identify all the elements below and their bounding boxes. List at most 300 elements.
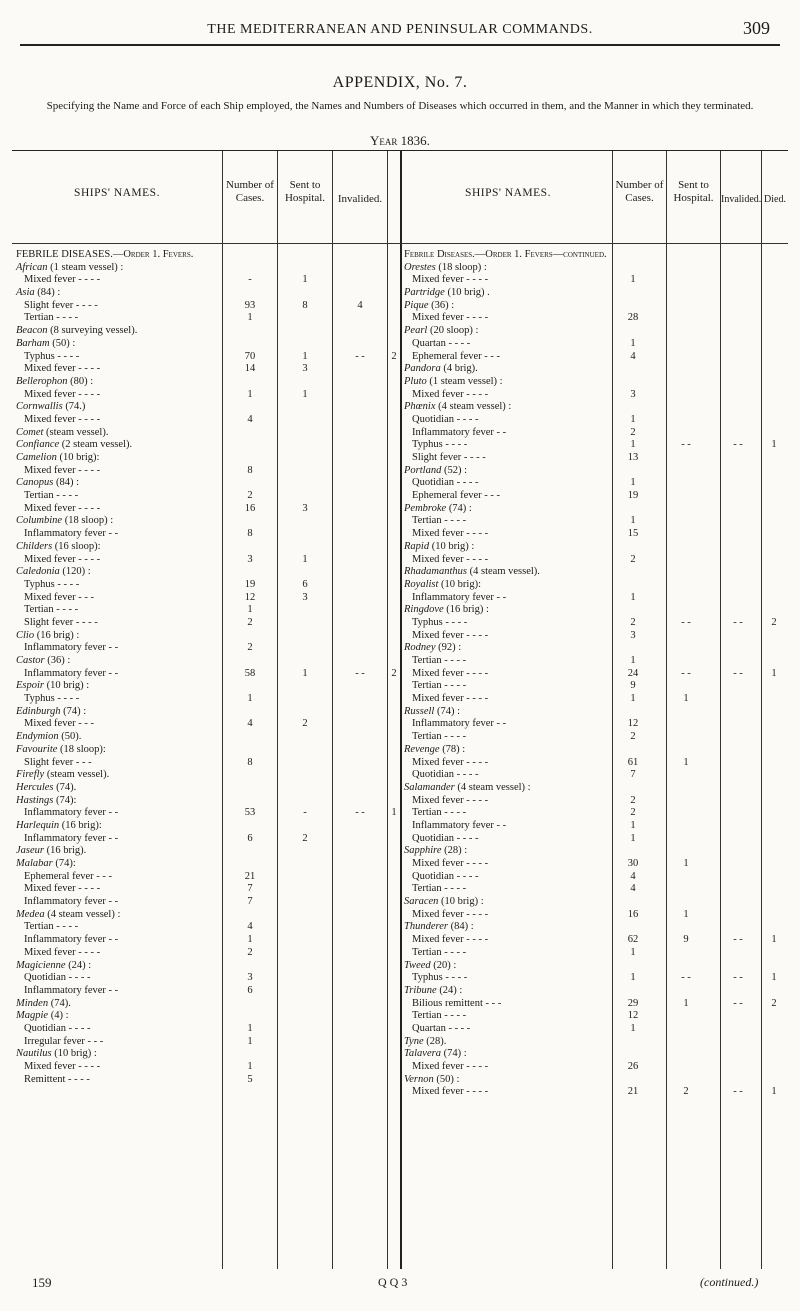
disease-name: Mixed fever - - - - [412, 1061, 489, 1072]
ship-force: (18 sloop) : [435, 261, 487, 273]
cases-value: 1 [630, 972, 636, 984]
ship-force: (4 steam vessel) : [44, 908, 121, 920]
disease-name: Inflammatory fever - - [24, 984, 119, 996]
ship-name [404, 465, 467, 478]
disease-name: Quotidian - - - - [412, 413, 479, 425]
cases-value: 4 [630, 883, 636, 895]
disease-name: Typhus - - - - [412, 439, 468, 451]
disease-name: Ephemeral fever - - - [412, 490, 501, 502]
ship-force: (36) : [44, 655, 71, 666]
appendix-title: APPENDIX, No. 7. [332, 74, 468, 91]
cases-value: 2 [630, 426, 636, 438]
ship-row [16, 452, 400, 465]
ship-row [404, 604, 788, 617]
ship-force: (20) : [430, 959, 457, 971]
cases-value: 1 [630, 337, 636, 349]
ship-name-text: Hercules [16, 781, 54, 793]
disease-name: Quartan - - - - [412, 1022, 471, 1034]
ship-name-text: Barham [16, 337, 50, 349]
disease-name: Ephemeral fever - - - [412, 350, 501, 362]
ship-row [16, 655, 400, 668]
cases-value: 12 [244, 591, 256, 603]
right-entries [404, 249, 788, 1099]
ship-name [16, 1048, 97, 1061]
ship-name-text: Talavera [404, 1048, 441, 1060]
disease-name: Inflammatory fever - - [24, 934, 119, 946]
ship-row [16, 376, 400, 389]
ship-force: (4 steam vessel). [467, 566, 540, 578]
disease-row [16, 528, 400, 541]
ship-name [404, 363, 478, 376]
cases-value: 24 [627, 667, 639, 679]
ship-name [404, 376, 503, 389]
page-number: 309 [743, 18, 770, 38]
died-value: 1 [771, 439, 777, 451]
ship-force: (74) : [60, 705, 87, 717]
ship-name-text: Pandora [404, 363, 441, 375]
ship-name [16, 515, 113, 528]
cases-value: 29 [627, 997, 639, 1009]
disease-row [404, 909, 788, 922]
died-value: 2 [771, 616, 777, 628]
running-head: THE MEDITERRANEAN AND PENINSULAR COMMANDS. [207, 22, 593, 37]
disease-row [404, 769, 788, 782]
ship-force: (18 sloop): [57, 743, 106, 755]
cases-value: 12 [627, 718, 639, 730]
disease-row [16, 807, 400, 820]
disease-row [16, 947, 400, 960]
cases-value: 13 [627, 452, 639, 463]
disease-row [404, 528, 788, 541]
ship-name-text: Endymion [16, 731, 59, 743]
disease-name: Quotidian - - - - [24, 972, 91, 984]
disease-name: Quotidian - - - - [412, 832, 479, 844]
disease-row [404, 452, 788, 465]
ship-row [16, 1048, 400, 1061]
cases-value: 3 [630, 388, 636, 400]
header-number-of-cases-right: Number of Cases. [615, 179, 664, 204]
ship-row [16, 325, 400, 338]
ship-name-text: Tyne [404, 1035, 424, 1047]
cases-value: 2 [630, 807, 636, 819]
disease-row [16, 921, 400, 934]
ship-row [16, 960, 400, 973]
ship-name-text: Portland [404, 464, 442, 476]
cases-value: 1 [247, 604, 253, 616]
cases-value: 6 [247, 832, 253, 844]
died-value: 1 [771, 972, 777, 984]
ship-name-text: Beacon [16, 325, 48, 337]
sent-value: 1 [683, 693, 689, 705]
ship-force: (16 brig) : [443, 604, 489, 616]
disease-name: Inflammatory fever - - [412, 591, 507, 603]
ship-force: (78) : [439, 743, 466, 755]
ship-name-text: Nautilus [16, 1048, 52, 1060]
sent-value: 3 [302, 363, 308, 375]
ship-name-text: Bellerophon [16, 375, 68, 387]
ship-row [404, 325, 788, 338]
ship-name [16, 287, 60, 300]
ship-name-text: Caledonia [16, 566, 60, 578]
ship-row [404, 782, 788, 795]
disease-name: Tertian - - - - [24, 604, 79, 616]
ship-name [16, 769, 109, 782]
ship-row [16, 427, 400, 440]
sent-value: 1 [683, 908, 689, 920]
died-value: 2 [391, 667, 397, 679]
appendix-description: Specifying the Name and Force of each Ship employed, the Names and Numbers of Diseases which occurred in them, and the Manner in which they terminated. [46, 100, 754, 112]
disease-row [404, 427, 788, 440]
ship-name [16, 782, 76, 795]
ship-force: (84) : [447, 921, 474, 933]
ship-name [404, 325, 478, 338]
ship-row [16, 1010, 400, 1023]
disease-row [404, 592, 788, 605]
ship-name [16, 998, 71, 1011]
ship-name [16, 655, 70, 668]
disease-row [16, 351, 400, 364]
ship-row [404, 503, 788, 516]
disease-row [16, 972, 400, 985]
ship-name [16, 680, 89, 693]
cases-value: 93 [244, 299, 256, 311]
cases-value: 30 [627, 858, 639, 869]
ship-name [16, 731, 81, 744]
ship-row [404, 744, 788, 757]
ship-name [16, 566, 91, 579]
cases-value: 1 [247, 1022, 253, 1034]
disease-name: Tertian - - - - [24, 490, 79, 502]
ship-force: (28) : [441, 845, 468, 857]
ship-force: (steam vessel). [44, 769, 110, 781]
ship-force: (50) : [49, 337, 76, 349]
disease-name: Typhus - - - - [24, 693, 80, 705]
disease-name: Inflammatory fever - - [412, 819, 507, 831]
ship-name-text: Pembroke [404, 502, 447, 514]
ship-name-text: Russell [404, 705, 435, 717]
ship-name-text: Magicienne [16, 959, 66, 971]
ship-row [404, 845, 788, 858]
ship-name [404, 579, 481, 592]
ship-row [16, 782, 400, 795]
cases-value: 7 [247, 883, 253, 895]
ship-name [16, 820, 102, 833]
ship-name [16, 795, 76, 808]
header-sent-to-hospital: Sent to Hospital. [284, 179, 326, 204]
cases-value: 4 [247, 413, 253, 425]
cases-value: 19 [627, 490, 639, 502]
ship-name-text: Sapphire [404, 845, 442, 857]
ship-name-text: Malabar [16, 858, 53, 869]
ship-name [16, 452, 99, 465]
disease-name: Slight fever - - - [24, 756, 92, 768]
header-ships-names: SHIPS' NAMES. [74, 187, 160, 199]
cases-value: 1 [247, 1061, 253, 1072]
cases-value: 7 [630, 769, 636, 781]
died-value: 2 [391, 350, 397, 362]
section-heading-row [404, 249, 788, 262]
cases-value: 21 [627, 1086, 639, 1098]
disease-row [16, 604, 400, 617]
disease-row [16, 592, 400, 605]
sent-value: 1 [683, 756, 689, 768]
cases-value: 58 [244, 667, 256, 679]
disease-name: Inflammatory fever - - [24, 642, 119, 654]
ship-name [16, 477, 79, 490]
cases-value: 19 [244, 578, 256, 590]
disease-name: Tertian - - - - [412, 515, 467, 527]
page-header [0, 0, 800, 150]
ship-force: (24) : [436, 984, 463, 996]
disease-row [16, 1061, 400, 1074]
sent-value: 3 [302, 591, 308, 603]
ship-name-text: Canopus [16, 477, 54, 489]
ship-name-text: Thunderer [404, 921, 448, 933]
ship-name [404, 1074, 459, 1087]
disease-name: Tertian - - - - [412, 655, 467, 666]
disease-row [16, 312, 400, 325]
ship-name-text: Tribune [404, 984, 437, 996]
disease-row [16, 300, 400, 313]
signature-mark: Q Q 3 [378, 1275, 408, 1289]
ship-name-text: Favourite [16, 743, 58, 755]
disease-row [404, 554, 788, 567]
sent-value: 2 [302, 718, 308, 730]
ship-name [16, 960, 91, 973]
sent-value: 1 [302, 388, 308, 400]
ship-row [16, 680, 400, 693]
disease-row [404, 998, 788, 1011]
disease-row [404, 972, 788, 985]
ship-force: (1 steam vessel) : [47, 261, 124, 273]
disease-name: Tertian - - - - [412, 807, 467, 819]
disease-row [16, 617, 400, 630]
disease-row [404, 731, 788, 744]
ship-name-text: Confiance [16, 439, 60, 451]
cases-value: 2 [247, 642, 253, 654]
invalided-value: - - [733, 1086, 743, 1098]
disease-name: Ephemeral fever - - - [24, 870, 113, 882]
died-value: 1 [391, 807, 397, 819]
sent-value: 1 [302, 274, 308, 286]
disease-row [404, 871, 788, 884]
ship-name [404, 541, 474, 554]
ship-force: (74) : [434, 705, 461, 717]
cases-value: 9 [630, 680, 636, 692]
header-died-right: Died. [764, 194, 786, 205]
disease-name: Mixed fever - - - - [412, 794, 489, 806]
ship-name-text: Harlequin [16, 819, 60, 831]
disease-name: Tertian - - - - [412, 946, 467, 958]
disease-row [16, 1036, 400, 1049]
cases-value: 2 [247, 490, 253, 502]
cases-value: 3 [247, 553, 253, 565]
disease-name: Mixed fever - - - - [24, 883, 101, 895]
ship-row [16, 731, 400, 744]
ship-name-text: African [16, 261, 48, 273]
ship-row [16, 401, 400, 414]
ship-row [404, 566, 788, 579]
died-value: 1 [771, 667, 777, 679]
ship-name [404, 1036, 446, 1049]
cases-value: 15 [627, 528, 639, 540]
cases-value: 62 [627, 934, 639, 946]
disease-name: Typhus - - - - [24, 350, 80, 362]
ship-force: (24) : [65, 959, 92, 971]
ship-force: (2 steam vessel). [59, 439, 133, 451]
disease-name: Inflammatory fever - - [24, 807, 119, 819]
ship-row [16, 845, 400, 858]
ship-name-text: Cornwallis [16, 401, 63, 413]
ship-name [404, 287, 490, 300]
ship-name-text: Phœnix [404, 401, 436, 413]
disease-row [404, 795, 788, 808]
ship-name-text: Revenge [404, 743, 440, 755]
ship-row [404, 376, 788, 389]
disease-name: Mixed fever - - - - [412, 667, 489, 679]
disease-name: Mixed fever - - - - [412, 693, 489, 705]
disease-row [404, 883, 788, 896]
disease-row [16, 642, 400, 655]
disease-name: Inflammatory fever - - [24, 667, 119, 679]
cases-value: 4 [247, 718, 253, 730]
ship-force: (74) : [440, 1048, 467, 1060]
ship-row [404, 579, 788, 592]
disease-row [404, 858, 788, 871]
disease-name: Mixed fever - - - - [412, 629, 489, 641]
ship-name-text: Partridge [404, 287, 445, 299]
disease-row [404, 477, 788, 490]
ship-force: (52) : [441, 464, 468, 476]
ship-row [404, 363, 788, 376]
disease-row [16, 896, 400, 909]
cases-value: 1 [630, 946, 636, 958]
disease-row [16, 363, 400, 376]
ship-name-text: Saracen [404, 896, 439, 908]
disease-row [16, 490, 400, 503]
disease-name: Mixed fever - - - - [412, 388, 489, 400]
disease-row [404, 389, 788, 402]
disease-name: Slight fever - - - - [24, 616, 98, 628]
left-entries [16, 249, 400, 1086]
disease-row [16, 668, 400, 681]
ship-row [404, 465, 788, 478]
disease-name: Tertian - - - - [412, 731, 467, 743]
ship-force: (16 brig): [59, 819, 102, 831]
section-heading-row [16, 249, 400, 262]
ship-row [16, 858, 400, 871]
ship-row [404, 401, 788, 414]
ship-row [404, 706, 788, 719]
ship-name [404, 960, 456, 973]
ship-name [404, 782, 531, 795]
disease-row [404, 312, 788, 325]
disease-name: Mixed fever - - - - [24, 388, 101, 400]
ship-name [16, 1010, 69, 1023]
invalided-value: - - [733, 972, 743, 984]
ship-force: (10 brig) : [429, 540, 475, 552]
invalided-value: - - [733, 439, 743, 451]
disease-row [404, 274, 788, 287]
ship-row [16, 630, 400, 643]
ship-name-text: Magpie [16, 1010, 49, 1022]
ship-force: (4) : [48, 1010, 69, 1022]
ship-force: (18 sloop) : [62, 515, 114, 527]
disease-name: Irregular fever - - - [24, 1035, 104, 1047]
disease-name: Mixed fever - - - - [412, 934, 489, 946]
ship-row [16, 998, 400, 1011]
ship-force: (8 surveying vessel). [47, 325, 138, 337]
disease-name: Mixed fever - - - - [24, 946, 101, 958]
ship-name-text: Childers [16, 540, 53, 552]
disease-name: Mixed fever - - - [24, 718, 94, 730]
continued-note: (continued.) [700, 1275, 759, 1289]
ship-name [16, 541, 101, 554]
disease-row [16, 274, 400, 287]
cases-value: 1 [247, 388, 253, 400]
disease-row [16, 389, 400, 402]
ship-name-text: Pluto [404, 375, 427, 387]
ship-name [16, 845, 86, 858]
disease-row [16, 833, 400, 846]
disease-row [16, 934, 400, 947]
ship-name-text: Edinburgh [16, 705, 61, 717]
disease-name: Mixed fever - - - - [24, 413, 101, 425]
signature-number: 159 [32, 1275, 52, 1290]
disease-row [16, 414, 400, 427]
disease-name: Inflammatory fever - - [24, 832, 119, 844]
ship-row [404, 300, 788, 313]
disease-name: Mixed fever - - - - [24, 502, 101, 514]
ship-name [404, 401, 511, 414]
ship-row [404, 921, 788, 934]
cases-value: 1 [630, 591, 636, 603]
cases-value: 2 [247, 946, 253, 958]
ship-row [404, 960, 788, 973]
cases-value: 2 [630, 794, 636, 806]
cases-value: 70 [244, 350, 256, 362]
ship-force: (80) : [67, 375, 94, 387]
ship-force: (16 brig). [44, 845, 87, 857]
header-invalided-right: Invalided. [721, 194, 762, 205]
disease-name: Inflammatory fever - - [412, 426, 507, 438]
disease-name: Quotidian - - - - [412, 769, 479, 781]
ship-name [16, 706, 86, 719]
ship-name-text: Comet [16, 426, 44, 438]
ship-row [16, 566, 400, 579]
sent-value: - - [681, 667, 691, 679]
ship-name [404, 1048, 467, 1061]
invalided-value: - - [355, 667, 365, 679]
ship-force: (74): [53, 794, 77, 806]
ship-force: (50) : [433, 1073, 460, 1085]
disease-row [16, 503, 400, 516]
disease-name: Inflammatory fever - - [24, 896, 119, 908]
ship-row [404, 541, 788, 554]
ship-name-text: Columbine [16, 515, 63, 527]
ship-force: (10 brig) : [44, 680, 90, 692]
ship-force: (20 sloop) : [427, 325, 479, 337]
disease-row [16, 985, 400, 998]
ship-force: (74). [48, 997, 71, 1009]
cases-value: 1 [630, 413, 636, 425]
ship-force: (120) : [59, 566, 91, 578]
cases-value: 16 [244, 502, 256, 514]
cases-value: 53 [244, 807, 256, 819]
sent-value: 3 [302, 502, 308, 514]
ship-force: (4 steam vessel) : [435, 401, 512, 413]
sent-value: 6 [302, 578, 308, 590]
